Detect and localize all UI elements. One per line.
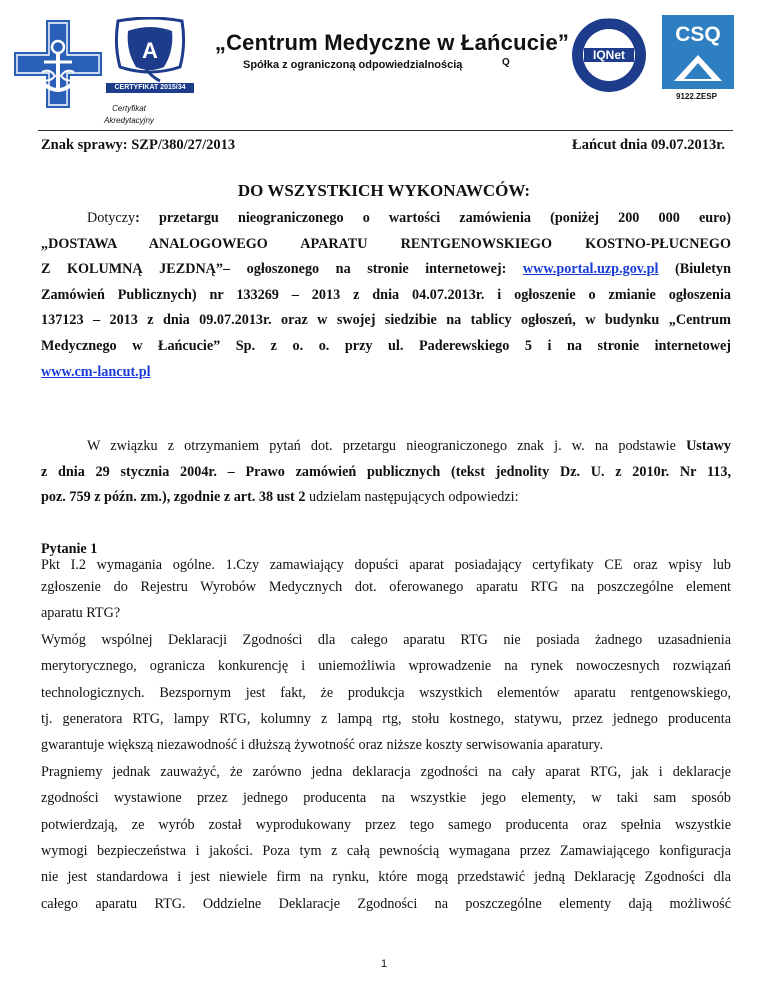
question-1-line: całego aparatu RTG. Oddzielne Deklaracje Zgodności na poszczególne elementy dają możliwość <box>41 895 731 912</box>
answer-intro-paragraph <box>41 434 731 511</box>
csq-logo <box>662 15 734 89</box>
question-1-body <box>41 556 731 917</box>
intro-line-4: Zamówień Publicznych) nr 133269 – 2013 z dnia 04.07.2013r. i ogłoszenie o zmianie ogłoszenia <box>41 286 731 303</box>
question-1-line: Pkt I.2 wymagania ogólne. 1.Czy zamawiający dopuści aparat posiadający certyfikaty CE oraz wpisy lub <box>41 557 731 573</box>
answer-intro-line-2: z dnia 29 stycznia 2004r. – Prawo zamówień publicznych (tekst jednolity Dz. U. z 2010r. Nr 113, <box>41 463 731 480</box>
csq-text: CSQ <box>675 23 721 46</box>
answer-intro-line1-b: Ustawy <box>686 438 731 454</box>
answer-intro-line3-a: poz. 759 z późn. zm.), zgodnie z art. 38 ust 2 <box>41 489 306 506</box>
cross-anchor-logo <box>8 14 108 114</box>
company-title: „Centrum Medyczne w Łańcucie” <box>214 30 570 55</box>
question-1-line: potwierdzają, ze wyrób został wyprodukowany przez tego samego producenta oraz spełnia wszystkie <box>41 816 731 833</box>
page-heading: DO WSZYSTKICH WYKONAWCÓW: <box>237 181 531 200</box>
intro-line6-b: Sp. z o. o. przy ul. Paderewskiego 5 <box>235 337 532 354</box>
svg-text:A: A <box>142 38 158 63</box>
intro-line6-a: Medycznego w Łańcucie” <box>41 337 221 354</box>
question-1-line: aparatu RTG? <box>41 605 121 622</box>
question-1-line: merytorycznego, ogranicza konkurencję i uniemożliwia wprowadzenie na rynek nowoczesnych rozwiązań <box>41 658 731 675</box>
cm-lancut-link[interactable]: www.cm-lancut.pl <box>41 363 151 380</box>
case-number: Znak sprawy: SZP/380/27/2013 <box>41 137 236 153</box>
intro-line-5: 137123 – 2013 z dnia 09.07.2013r. oraz w swojej siedzibie na tablicy ogłoszeń, w budynku „Centrum <box>41 312 731 329</box>
answer-intro-line3-b: udzielam następujących odpowiedzi: <box>305 489 519 506</box>
intro-line3-a: Z KOLUMNĄ JEZDNĄ”– ogłoszonego na stronie internetowej: <box>41 261 523 278</box>
question-1-line: technologicznych. Bezspornym jest fakt, że produkcja wszystkich elementów aparatu rentgenowskiego, <box>41 684 731 701</box>
question-1-line: nie jest standardowa i jest niewiele firm na rynku, które mogą przedstawić jedną Deklarację Zgodności dla <box>41 869 731 886</box>
cert-label <box>92 103 166 127</box>
cert-badge-text: CERTYFIKAT 2015/34 <box>114 84 186 91</box>
intro-line-1 <box>41 206 731 232</box>
iqnet-text: IQNet <box>592 48 625 62</box>
question-1-line: zgodności wystawione przez jednego producenta na wszystkie jego elementy, w taki sam sposób <box>41 790 731 807</box>
iqnet-ring-text: CERTIFIED MANAGEMENT SYSTEM <box>575 16 643 20</box>
page-number: 1 <box>380 958 388 970</box>
question-1-line: gwarantuje większą niezawodność i dłuższą żywotność oraz niższe koszty serwisowania aparatury. <box>41 737 604 754</box>
question-1-line: Pragniemy jednak zauważyć, że zarówno jedna deklaracja zgodności na cały aparat RTG, jak i deklaracje <box>41 763 731 780</box>
accreditation-certificate-logo <box>100 17 200 99</box>
question-1-line: tj. generatora RTG, lampy RTG, kolumny z lampą rtg, stołu kostnego, statywu, przez jednego producenta <box>41 711 731 728</box>
intro-line-6 <box>41 334 731 360</box>
csq-code: 9122.ZESP <box>676 92 717 101</box>
question-1-line: wymogi bezpieczeństwa i jakości. Poza tym z całą pewnością wymagana przez Zamawiającego konfiguracja <box>41 843 731 860</box>
company-subtitle: Spółka z ograniczoną odpowiedzialnością <box>243 59 463 71</box>
intro-line-7 <box>41 360 731 386</box>
question-1-title: Pytanie 1 <box>41 541 98 557</box>
header-divider <box>38 130 733 131</box>
small-q-mark: Q <box>502 57 510 68</box>
intro-line1-a: Dotyczy <box>87 210 136 226</box>
cert-label-line2: Akredytacyjny <box>104 116 154 125</box>
answer-intro-line-1 <box>41 434 731 460</box>
intro-line6-c: i na stronie internetowej <box>547 337 731 354</box>
uzp-portal-link[interactable]: www.portal.uzp.gov.pl <box>522 261 659 278</box>
intro-line3-b: (Biuletyn <box>658 261 731 278</box>
intro-line-2: „DOSTAWA ANALOGOWEGO APARATU RENTGENOWSKIEGO KOSTNO-PŁUCNEGO <box>41 235 731 252</box>
intro-line1-b: : przetargu nieograniczonego o wartości zamówienia (poniżej 200 000 euro) <box>135 210 731 226</box>
place-date: Łańcut dnia 09.07.2013r. <box>572 137 725 153</box>
intro-line-3 <box>41 257 731 283</box>
question-1-line: zgłoszenie do Rejestru Wyrobów Medycznych dot. oferowanego aparatu RTG na poszczególne element <box>41 579 731 595</box>
cert-label-line1: Certyfikat <box>112 104 146 113</box>
intro-paragraph <box>41 206 731 385</box>
iqnet-logo <box>570 16 648 94</box>
question-1-line: Wymóg wspólnej Deklaracji Zgodności dla całego aparatu RTG nie posiada żadnego uzasadnienia <box>41 631 731 648</box>
answer-intro-line1-a: W związku z otrzymaniem pytań dot. przetargu nieograniczonego znak j. w. na podstawie <box>87 438 687 454</box>
answer-intro-line-3 <box>41 485 731 511</box>
